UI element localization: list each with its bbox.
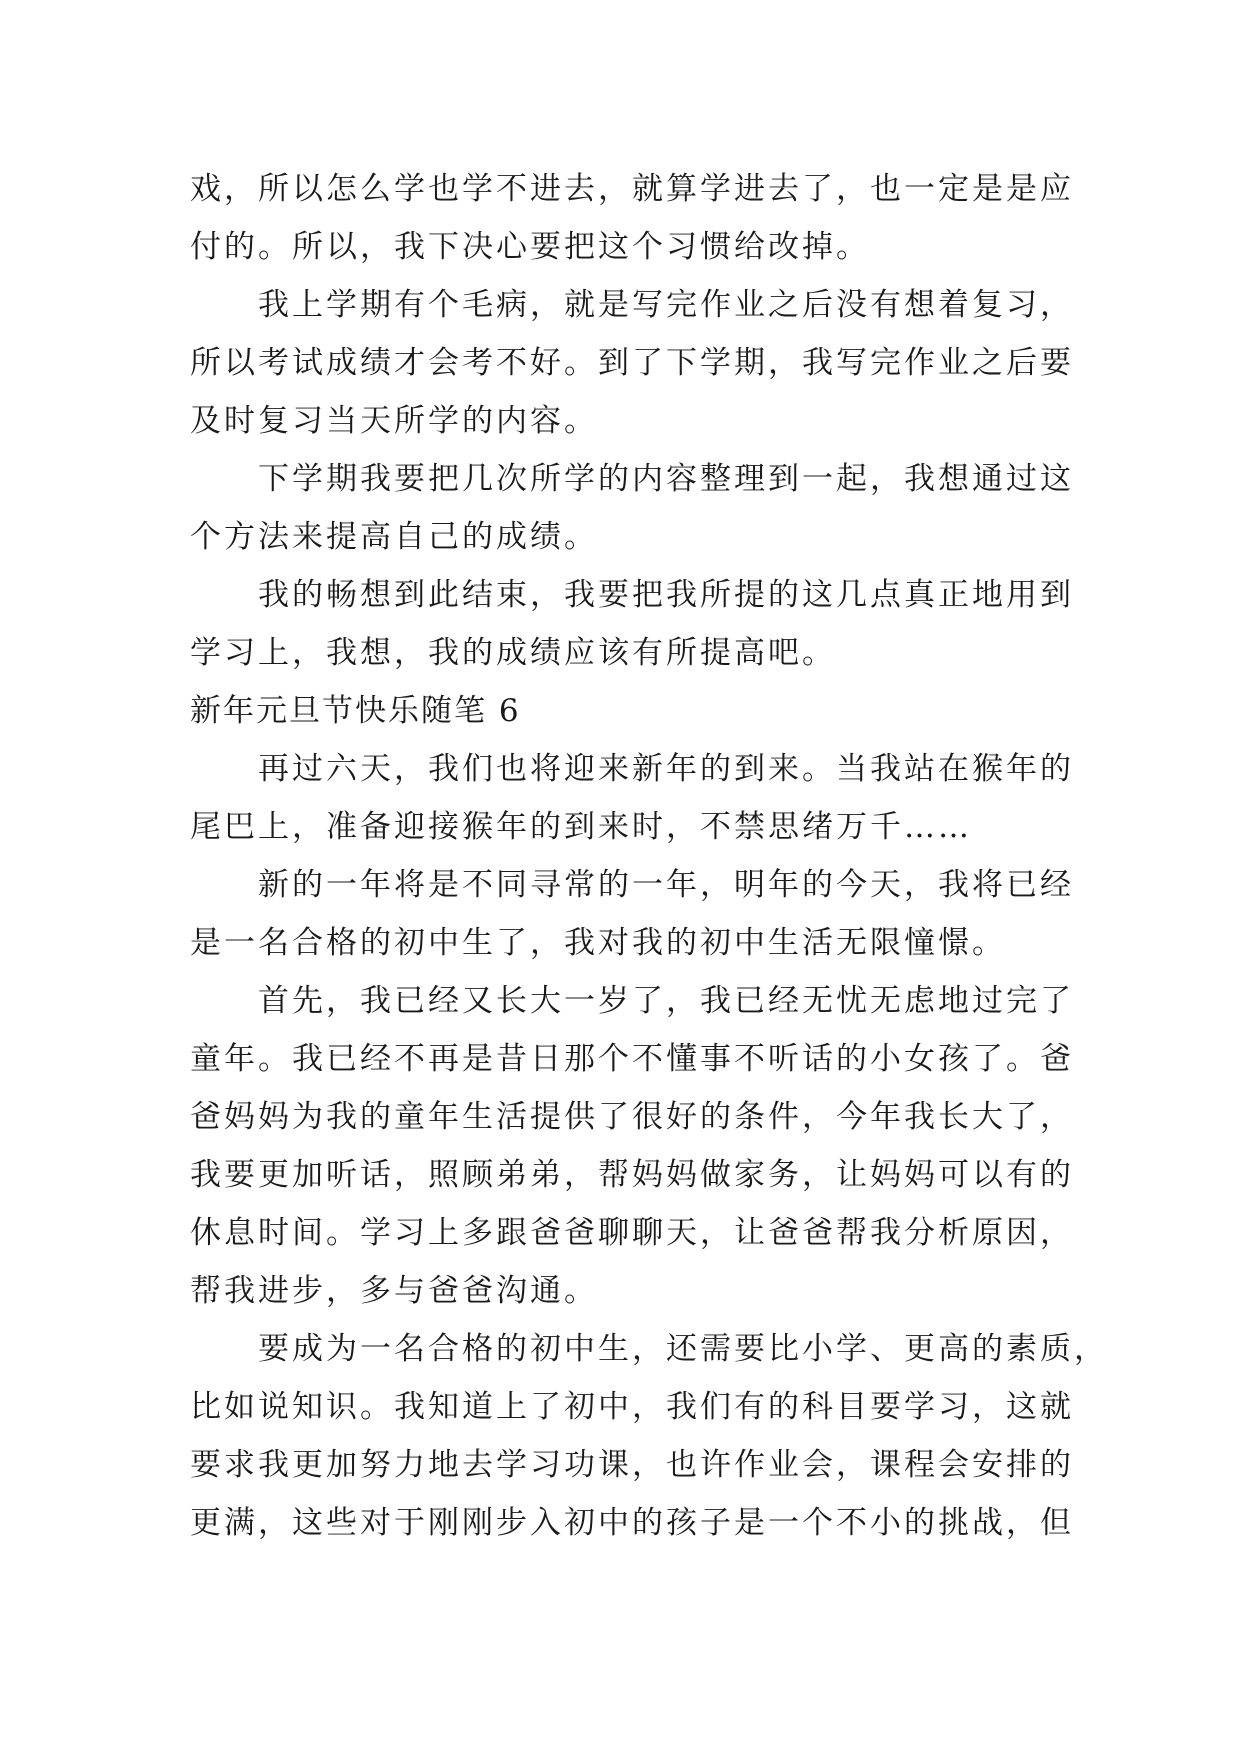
text-line: 帮我进步，多与爸爸沟通。 <box>190 1273 598 1309</box>
text-line: 个方法来提高自己的成绩。 <box>190 519 598 555</box>
text-line: 比如说知识。我知道上了初中，我们有的科目要学习，这就 <box>190 1389 1074 1425</box>
text-line: 休息时间。学习上多跟爸爸聊聊天，让爸爸帮我分析原因， <box>190 1215 1074 1251</box>
section-heading: 新年元旦节快乐随笔 6 <box>190 693 521 729</box>
text-line: 是一名合格的初中生了，我对我的初中生活无限憧憬。 <box>190 925 1006 961</box>
text-line: 学习上，我想，我的成绩应该有所提高吧。 <box>190 635 836 671</box>
text-line: 戏，所以怎么学也学不进去，就算学进去了，也一定是是应 <box>190 171 1074 207</box>
text-line: 付的。所以，我下决心要把这个习惯给改掉。 <box>190 229 870 265</box>
text-line: 我要更加听话，照顾弟弟，帮妈妈做家务，让妈妈可以有的 <box>190 1157 1074 1193</box>
text-line: 童年。我已经不再是昔日那个不懂事不听话的小女孩了。爸 <box>190 1041 1074 1077</box>
paragraph-first-line: 我的畅想到此结束，我要把我所提的这几点真正地用到 <box>258 577 1074 613</box>
text-line: 更满，这些对于刚刚步入初中的孩子是一个不小的挑战，但 <box>190 1505 1074 1541</box>
document-body <box>190 160 1108 1552</box>
text-line: 及时复习当天所学的内容。 <box>190 403 598 439</box>
paragraph-first-line: 我上学期有个毛病，就是写完作业之后没有想着复习， <box>258 287 1074 323</box>
paragraph-first-line: 首先，我已经又长大一岁了，我已经无忧无虑地过完了 <box>258 983 1074 1019</box>
paragraph-first-line: 再过六天，我们也将迎来新年的到来。当我站在猴年的 <box>258 751 1074 787</box>
paragraph-first-line: 新的一年将是不同寻常的一年，明年的今天，我将已经 <box>258 867 1074 903</box>
text-line: 要求我更加努力地去学习功课，也许作业会，课程会安排的 <box>190 1447 1074 1483</box>
text-line: 尾巴上，准备迎接猴年的到来时，不禁思绪万千…… <box>190 809 972 845</box>
paragraph-first-line: 要成为一名合格的初中生，还需要比小学、更高的素质， <box>258 1331 1108 1367</box>
text-line: 所以考试成绩才会考不好。到了下学期，我写完作业之后要 <box>190 345 1074 381</box>
text-line: 爸妈妈为我的童年生活提供了很好的条件，今年我长大了， <box>190 1099 1074 1135</box>
paragraph-first-line: 下学期我要把几次所学的内容整理到一起，我想通过这 <box>258 461 1074 497</box>
